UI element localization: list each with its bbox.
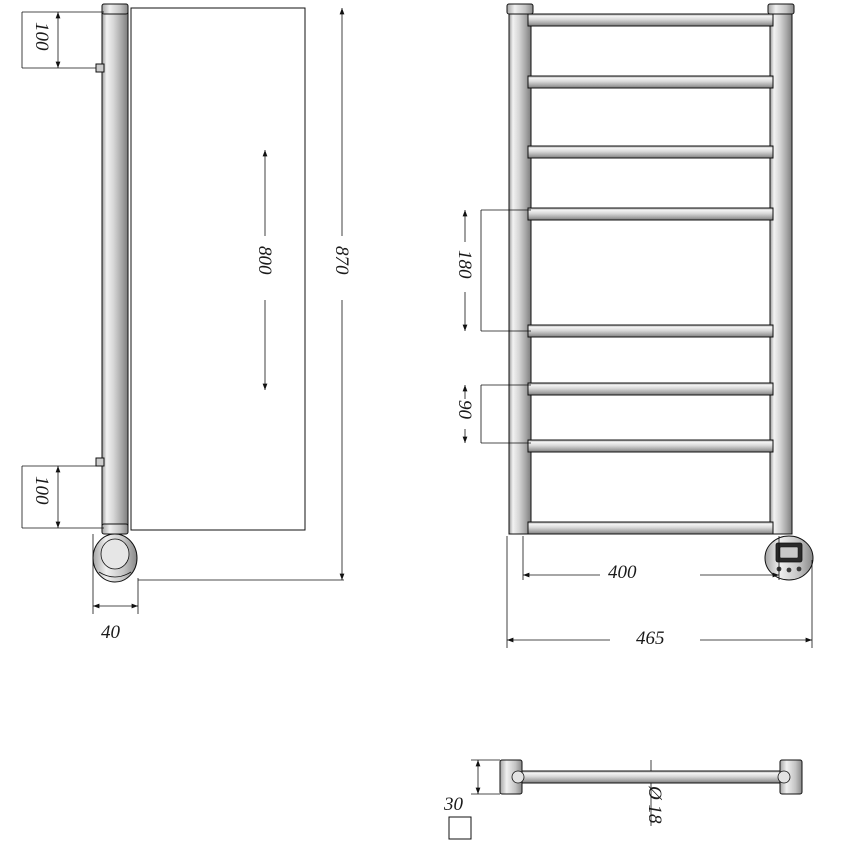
dim-side-depth: 40 bbox=[101, 622, 120, 643]
dim-front-rung-gap-small: 90 bbox=[454, 400, 475, 419]
dim-side-inner-height: 800 bbox=[254, 246, 275, 275]
dim-front-rung-gap-large: 180 bbox=[454, 250, 475, 279]
dim-front-overall-width: 465 bbox=[636, 628, 665, 649]
dim-side-overall-height: 870 bbox=[331, 246, 352, 275]
side-view bbox=[22, 4, 344, 614]
top-view bbox=[449, 760, 802, 839]
front-view bbox=[465, 4, 813, 648]
dim-top-tube-diameter: Ø 18 bbox=[644, 786, 665, 824]
dim-side-top-bracket: 100 bbox=[31, 22, 52, 51]
dim-top-bracket-offset: 30 bbox=[444, 794, 463, 815]
dim-side-bottom-bracket: 100 bbox=[31, 476, 52, 505]
dim-front-inner-width: 400 bbox=[608, 562, 637, 583]
